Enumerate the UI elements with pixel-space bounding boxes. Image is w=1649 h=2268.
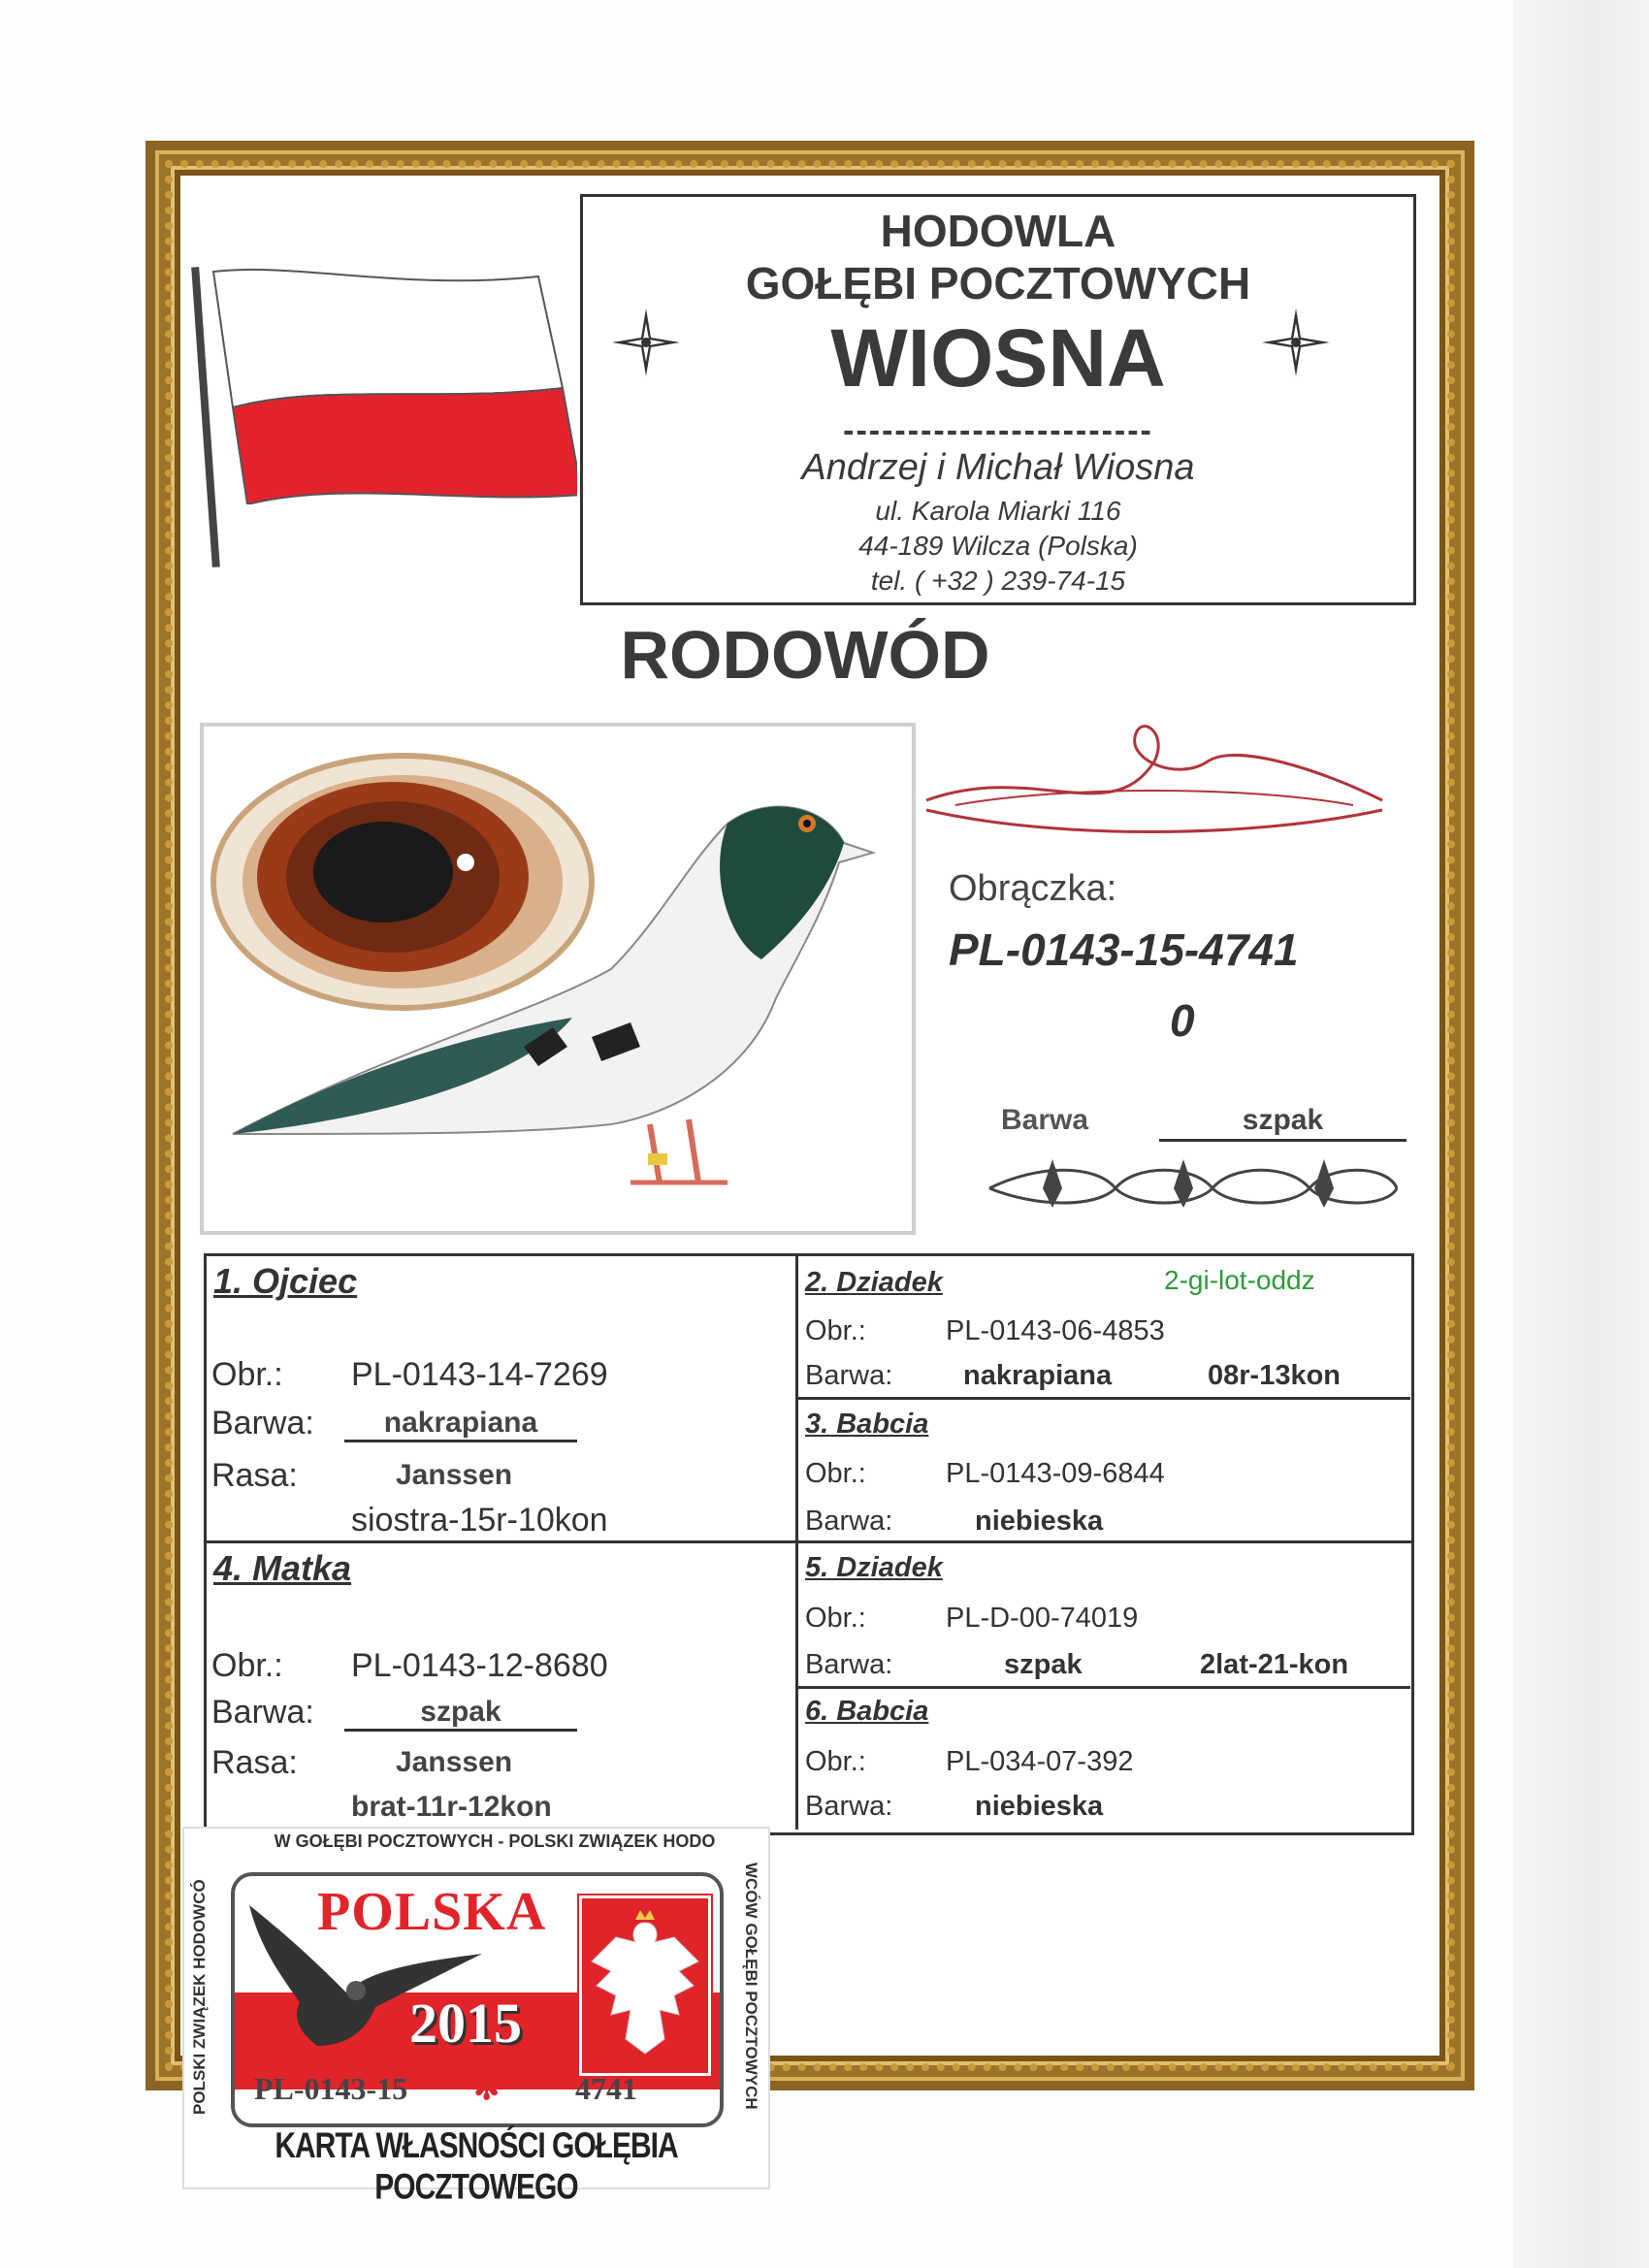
compass-star-icon: [612, 308, 680, 376]
grandfather-f-obr-label: Obr.:: [805, 1315, 866, 1346]
mother-rasa: Janssen: [396, 1746, 513, 1778]
card-right-text: WCÓW GOŁĘBI POCZTOWYCH: [742, 1863, 760, 2110]
father-title: 1. Ojciec: [213, 1261, 358, 1301]
grandfather-f-barwa-label: Barwa:: [805, 1360, 893, 1391]
street: ul. Karola Miarki 116: [875, 496, 1121, 526]
grandfather-m-extra: 2lat-21-kon: [1200, 1649, 1349, 1680]
owners: Andrzej i Michał Wiosna: [801, 447, 1195, 488]
father-note: siostra-15r-10kon: [351, 1502, 608, 1539]
grandmother-m-barwa: niebieska: [975, 1791, 1104, 1822]
ornament-flourish-icon: [917, 703, 1392, 849]
card-star: ✻: [473, 2071, 501, 2106]
breeder-header: [580, 194, 1416, 605]
grandfather-f-obr: PL-0143-06-4853: [946, 1315, 1165, 1346]
mother-barwa: szpak: [344, 1696, 577, 1732]
mother-barwa-label: Barwa:: [211, 1694, 314, 1731]
mother-rasa-label: Rasa:: [211, 1744, 298, 1781]
phone: tel. ( +32 ) 239-74-15: [870, 566, 1126, 596]
father-rasa-label: Rasa:: [211, 1457, 298, 1494]
card-left-text: POLSKI ZWIĄZEK HODOWCÓ: [190, 1879, 209, 2115]
father-obr: PL-0143-14-7269: [351, 1356, 608, 1393]
grandmother-f-obr-label: Obr.:: [805, 1458, 866, 1489]
grandmother-f-obr: PL-0143-09-6844: [946, 1458, 1165, 1489]
father-rasa: Janssen: [396, 1459, 513, 1491]
ring-label: Obrączka:: [949, 868, 1117, 909]
grandmother-m-title: 6. Babcia: [805, 1696, 929, 1727]
grandmother-m-obr-label: Obr.:: [805, 1746, 866, 1777]
table-divider: [204, 1540, 1411, 1543]
header-line2: GOŁĘBI POCZTOWYCH: [745, 258, 1251, 308]
mother-obr: PL-0143-12-8680: [351, 1647, 608, 1684]
eagle-emblem: [579, 1895, 711, 2076]
white-eagle-icon: [582, 1898, 708, 2073]
father-barwa: nakrapiana: [344, 1407, 577, 1442]
grandmother-f-title: 3. Babcia: [805, 1409, 929, 1440]
mother-note: brat-11r-12kon: [351, 1791, 552, 1823]
card-year: 2015: [409, 1992, 522, 2055]
mother-title: 4. Matka: [213, 1548, 352, 1588]
grandfather-m-barwa: szpak: [1004, 1649, 1083, 1680]
fleur-de-lis-ornament-icon: [980, 1154, 1406, 1213]
grandfather-f-note: 2-gi-lot-oddz: [1164, 1265, 1315, 1295]
city: 44-189 Wilcza (Polska): [858, 531, 1138, 561]
grandfather-m-obr: PL-D-00-74019: [946, 1603, 1139, 1634]
header-divider: ------------------------: [843, 412, 1153, 449]
pigeon-photo: [200, 723, 916, 1235]
grandfather-m-obr-label: Obr.:: [805, 1603, 866, 1634]
father-obr-label: Obr.:: [211, 1356, 283, 1393]
loft-name: WIOSNA: [830, 312, 1166, 404]
paper-edge: [1513, 0, 1649, 2268]
ring-suffix: 0: [1170, 995, 1195, 1046]
grandmother-f-barwa-label: Barwa:: [805, 1506, 893, 1537]
card-number: 4741: [575, 2071, 638, 2106]
grandfather-f-title: 2. Dziadek: [805, 1267, 943, 1298]
header-line1: HODOWLA: [880, 206, 1116, 256]
table-divider: [797, 1397, 1410, 1400]
grandmother-m-obr: PL-034-07-392: [946, 1746, 1134, 1777]
card-stamp: [231, 1872, 724, 2127]
color-value: szpak: [1159, 1104, 1406, 1142]
grandmother-m-barwa-label: Barwa:: [805, 1791, 893, 1822]
grandfather-f-barwa: nakrapiana: [963, 1360, 1113, 1391]
father-barwa-label: Barwa:: [211, 1405, 314, 1442]
grandfather-f-extra: 08r-13kon: [1208, 1360, 1342, 1391]
grandmother-f-barwa: niebieska: [975, 1506, 1104, 1537]
pigeon-illustration-icon: [204, 727, 912, 1231]
card-arc-text: W GOŁĘBI POCZTOWYCH - POLSKI ZWIĄZEK HODO: [274, 1831, 716, 1851]
card-number-row: [254, 2070, 700, 2107]
mother-obr-label: Obr.:: [211, 1647, 283, 1684]
grandfather-m-title: 5. Dziadek: [805, 1552, 943, 1583]
polish-flag-icon: [209, 262, 577, 504]
color-label: Barwa: [1001, 1104, 1089, 1136]
compass-star-icon: [1262, 308, 1330, 376]
ring-number: PL-0143-15-4741: [949, 924, 1299, 975]
grandfather-m-barwa-label: Barwa:: [805, 1649, 893, 1680]
card-prefix: PL-0143-15: [254, 2071, 408, 2106]
card-country: POLSKA: [317, 1882, 547, 1942]
document-title: RODOWÓD: [620, 617, 990, 693]
card-caption: KARTA WŁASNOŚCI GOŁĘBIA POCZTOWEGO: [275, 2125, 678, 2208]
table-divider: [797, 1686, 1410, 1689]
